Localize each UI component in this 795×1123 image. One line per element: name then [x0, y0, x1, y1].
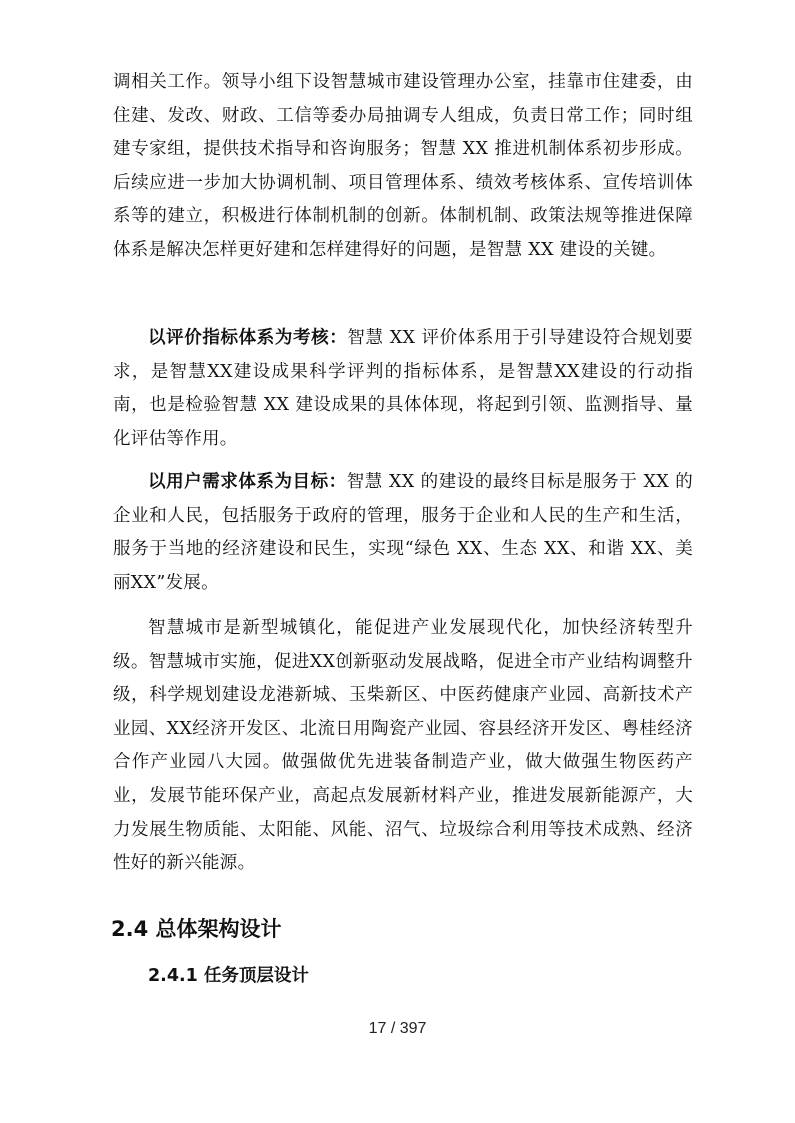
paragraph-text: 智慧 XX 的建设的最终目标是服务于 XX 的企业和人民，包括服务于政府的管理，服务于企业和人民的生产和生活，服务于当地的经济建设和民生，实现“绿色 XX、生态 XX、和谐 XX、美丽XX”发展。 [113, 472, 693, 593]
body-paragraph: 调相关工作。领导小组下设智慧城市建设管理办公室，挂靠市住建委，由住建、发改、财政、工信等委办局抽调专人组成，负责日常工作；同时组建专家组，提供技术指导和咨询服务；智慧 XX 推进机制体系初步形成。后续应进一步加大协调机制、项目管理体系、绩效考核体系、宣传培训体系等的建立，积极进行体制机制的创新。体制机制、政策法规等推进保障体系是解决怎样更好建和怎样建得好的问题，是智慧 XX 建设的关键。 [113, 72, 693, 260]
paragraph-lead-bold: 以评价指标体系为考核： [148, 328, 348, 348]
body-paragraph-evaluation [113, 322, 693, 456]
subsection-heading: 2.4.1 任务顶层设计 [148, 966, 309, 986]
paragraph-text: 智慧 XX 评价体系用于引导建设符合规划要求，是智慧XX建设成果科学评判的指标体系，是智慧XX建设的行动指南，也是检验智慧 XX 建设成果的具体体现，将起到引领、监测指导、量化评估等作用。 [113, 328, 693, 449]
page-number: 17 / 397 [368, 1020, 427, 1037]
body-paragraph-user-needs [113, 466, 693, 600]
section-heading: 2.4 总体架构设计 [111, 917, 282, 941]
body-paragraph-smart-city: 智慧城市是新型城镇化，能促进产业发展现代化，加快经济转型升级。智慧城市实施，促进XX创新驱动发展战略，促进全市产业结构调整升级，科学规划建设龙港新城、玉柴新区、中医药健康产业园、高新技术产业园、XX经济开发区、北流日用陶瓷产业园、容县经济开发区、粤桂经济合作产业园八大园。做强做优先进装备制造产业，做大做强生物医药产业，发展节能环保产业，高起点发展新材料产业，推进发展新能源产，大力发展生物质能、太阳能、风能、沼气、垃圾综合利用等技术成熟、经济性好的新兴能源。 [113, 618, 693, 874]
paragraph-lead-bold: 以用户需求体系为目标： [148, 472, 347, 492]
